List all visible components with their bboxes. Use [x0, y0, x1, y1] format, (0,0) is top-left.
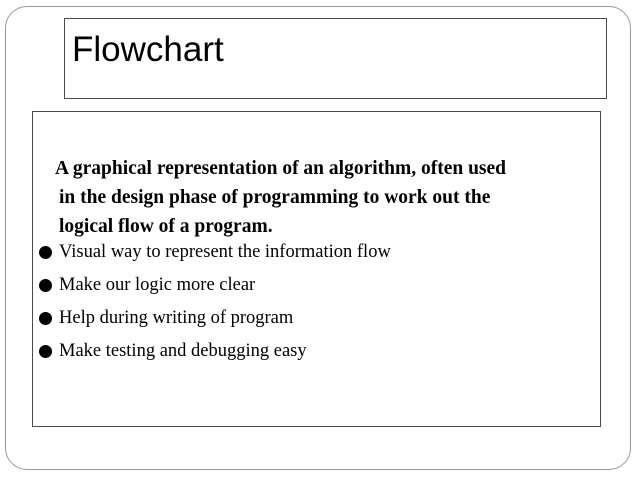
intro-line: in the design phase of programming to work out the — [59, 187, 491, 208]
intro-paragraph — [55, 154, 600, 241]
bullet-item — [37, 269, 391, 302]
bullet-dot-icon — [39, 345, 52, 358]
bullet-text: Visual way to represent the information flow — [59, 242, 391, 262]
content-box — [32, 111, 601, 427]
bullet-dot-icon — [39, 246, 52, 259]
bullet-list — [37, 236, 391, 368]
bullet-text: Make our logic more clear — [59, 275, 256, 295]
bullet-dot-icon — [39, 279, 52, 292]
bullet-text: Help during writing of program — [59, 308, 294, 328]
bullet-text: Make testing and debugging easy — [59, 341, 307, 361]
bullet-item — [37, 335, 391, 368]
bullet-item — [37, 302, 391, 335]
bullet-item — [37, 236, 391, 269]
bullet-dot-icon — [39, 312, 52, 325]
title-box — [64, 18, 607, 99]
slide-title: Flowchart — [72, 30, 224, 69]
intro-line: logical flow of a program. — [59, 216, 273, 237]
intro-line: A graphical representation of an algorithm, often used — [55, 158, 507, 179]
